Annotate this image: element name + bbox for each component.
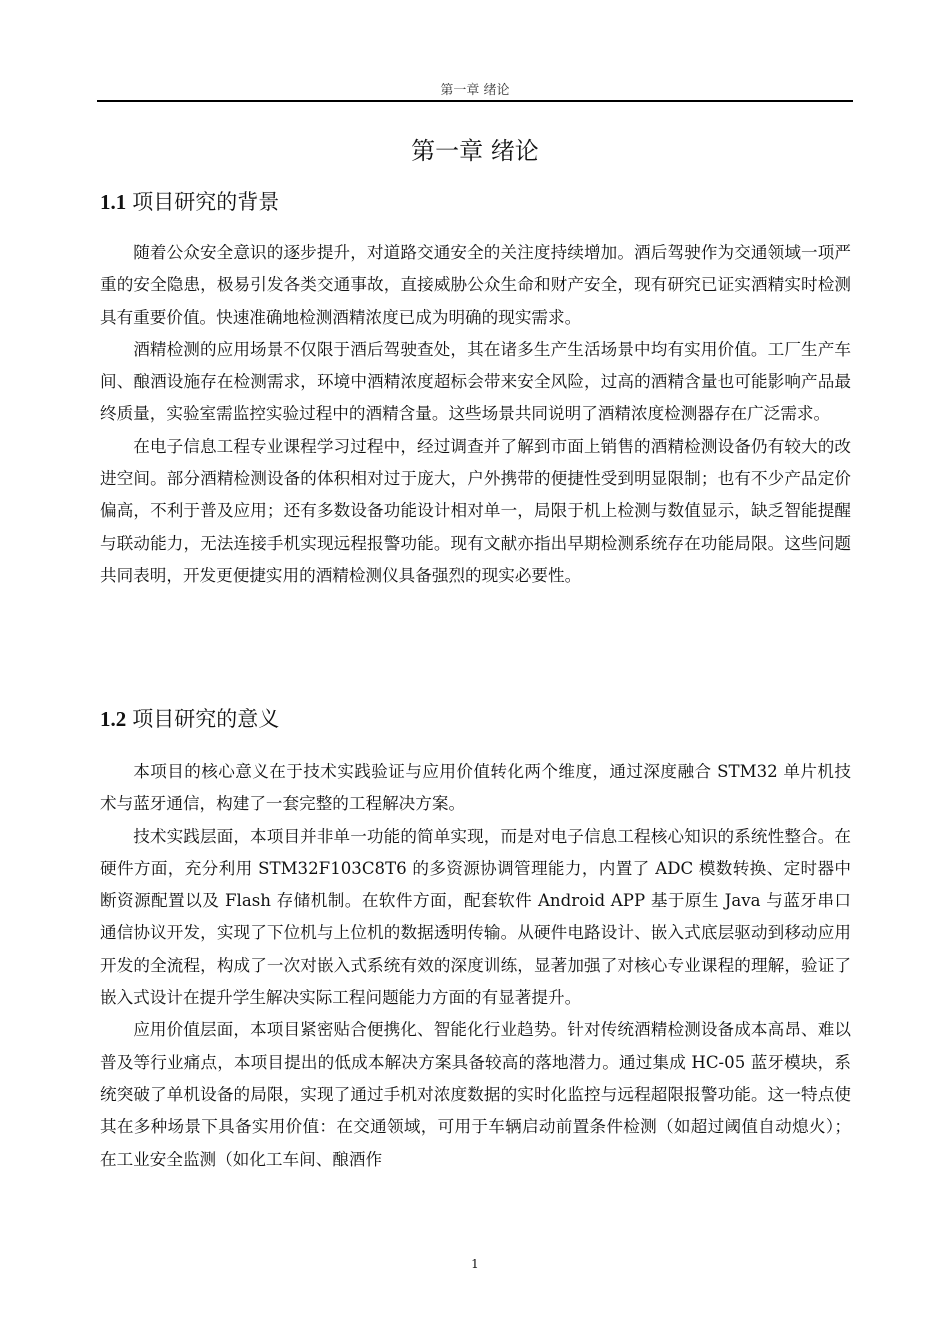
section-title: 项目研究的背景 (132, 190, 280, 214)
paragraph: 酒精检测的应用场景不仅限于酒后驾驶查处，其在诸多生产生活场景中均有实用价值。工厂生产车间、酿酒设施存在检测需求，环境中酒精浓度超标会带来安全风险，过高的酒精含量也可能影响产品最终质量，实验室需监控实验过程中的酒精含量。这些场景共同说明了酒精浓度检测器存在广泛需求。 (100, 339, 851, 424)
section-body-1-2 (100, 756, 851, 1176)
section-number: 1.2 (100, 707, 127, 731)
running-header: 第一章 绪论 (440, 83, 510, 98)
paragraph: 技术实践层面，本项目并非单一功能的简单实现，而是对电子信息工程核心知识的系统性整合。在硬件方面，充分利用 STM32F103C8T6 的多资源协调管理能力，内置了 ADC 模数转换、定时器中断资源配置以及 Flash 存储机制。在软件方面，配套软件 Android APP 基于原生 Java 与蓝牙串口通信协议开发，实现了下位机与上位机的数据透明传输。从硬件电路设计、嵌入式底层驱动到移动应用开发的全流程，构成了一次对嵌入式系统有效的深度训练，显著加强了对核心专业课程的理解，验证了嵌入式设计在提升学生解决实际工程问题能力方面的有显著提升。 (100, 826, 851, 1008)
section-heading-1-1 (100, 186, 279, 218)
section-number: 1.1 (100, 190, 127, 214)
paragraph: 随着公众安全意识的逐步提升，对道路交通安全的关注度持续增加。酒后驾驶作为交通领域一项严重的安全隐患，极易引发各类交通事故，直接威胁公众生命和财产安全，现有研究已证实酒精实时检测具有重要价值。快速准确地检测酒精浓度已成为明确的现实需求。 (100, 243, 851, 327)
section-body-1-1 (100, 237, 851, 592)
header-rule (97, 100, 853, 102)
chapter-title: 第一章 绪论 (411, 137, 539, 165)
section-title: 项目研究的意义 (132, 707, 280, 731)
page-number: 1 (471, 1257, 479, 1271)
paragraph: 在电子信息工程专业课程学习过程中，经过调查并了解到市面上销售的酒精检测设备仍有较大的改进空间。部分酒精检测设备的体积相对过于庞大，户外携带的便捷性受到明显限制；也有不少产品定价偏高，不利于普及应用；还有多数设备功能设计相对单一，局限于机上检测与数值显示，缺乏智能提醒与联动能力，无法连接手机实现远程报警功能。现有文献亦指出早期检测系统存在功能局限。这些问题共同表明，开发更便捷实用的酒精检测仪具备强烈的现实必要性。 (100, 436, 851, 585)
paragraph: 本项目的核心意义在于技术实践验证与应用价值转化两个维度，通过深度融合 STM32 单片机技术与蓝牙通信，构建了一套完整的工程解决方案。 (100, 762, 851, 814)
section-heading-1-2 (100, 703, 279, 735)
paragraph: 应用价值层面，本项目紧密贴合便携化、智能化行业趋势。针对传统酒精检测设备成本高昂、难以普及等行业痛点，本项目提出的低成本解决方案具备较高的落地潜力。通过集成 HC-05 蓝牙模块，系统突破了单机设备的局限，实现了通过手机对浓度数据的实时化监控与远程超限报警功能。这一特点使其在多种场景下具备实用价值：在交通领域，可用于车辆启动前置条件检测（如超过阈值自动熄火）；在工业安全监测（如化工车间、酿酒作 (100, 1020, 851, 1169)
